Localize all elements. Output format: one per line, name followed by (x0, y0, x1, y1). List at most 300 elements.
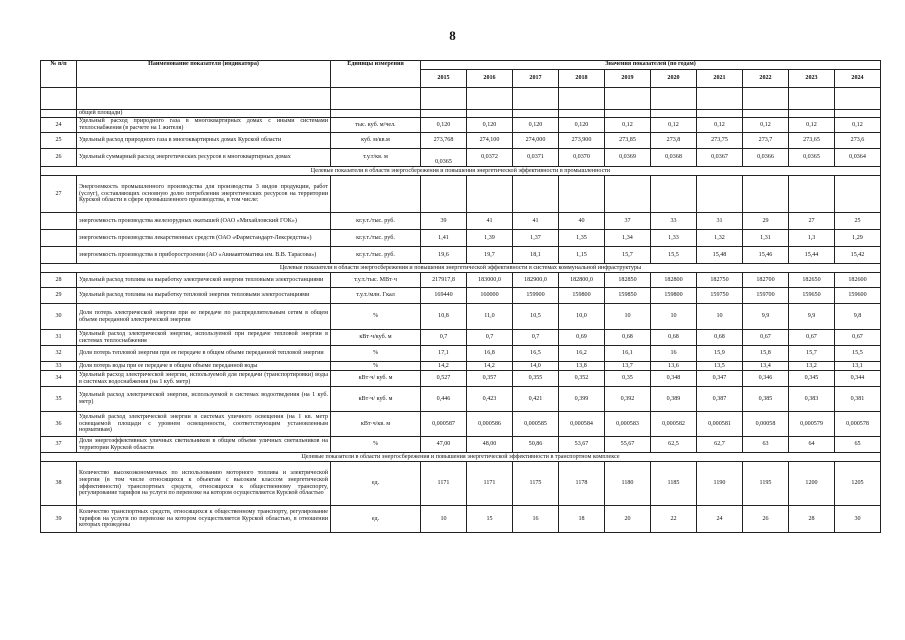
value-cell: 22 (651, 506, 697, 533)
blank-cell (559, 88, 605, 110)
unit-cell: куб. м/кв.м (331, 133, 421, 149)
value-cell: 25 (835, 213, 881, 230)
value-cell: 9,9 (789, 304, 835, 330)
value-cell: 15,48 (697, 247, 743, 264)
value-cell: 1190 (697, 462, 743, 506)
value-cell: 15 (467, 506, 513, 533)
value-cell: 15,7 (789, 346, 835, 362)
table-row (41, 149, 881, 167)
value-cell: 0,446 (421, 387, 467, 412)
value-cell: 13,4 (743, 362, 789, 371)
blank-cell (77, 88, 331, 110)
table-row (41, 412, 881, 437)
blank-cell (41, 88, 77, 110)
value-cell: 10,5 (513, 304, 559, 330)
unit-cell: т.у.т./млн. Гкал (331, 288, 421, 304)
table-row (41, 288, 881, 304)
value-cell: 1,41 (421, 230, 467, 247)
value-cell: 182800 (651, 273, 697, 288)
value-cell: 182700 (743, 273, 789, 288)
row-number: 34 (41, 371, 77, 387)
value-cell: 159650 (789, 288, 835, 304)
value-cell (697, 176, 743, 213)
value-cell: 9,9 (743, 304, 789, 330)
value-cell: 0,385 (743, 387, 789, 412)
value-cell: 15,9 (697, 346, 743, 362)
row-number (41, 110, 77, 118)
value-cell: 0,389 (651, 387, 697, 412)
value-cell: 18,1 (513, 247, 559, 264)
value-cell: 16,8 (467, 346, 513, 362)
year-header: 2021 (697, 70, 743, 88)
value-cell: 55,67 (605, 437, 651, 453)
value-cell: 1175 (513, 462, 559, 506)
indicator-name: Удельный расход электрической энергии в системах уличного освещения (на 1 кв. метр освещаемой площади с уровнем освещенности, соответствующим установленным нормативам) (77, 412, 331, 437)
value-cell: 0,000586 (467, 412, 513, 437)
indicator-name: Доля энергоэффективных уличных светильников в общем объеме уличных светильников на территории Курской области (77, 437, 331, 453)
header-row-top (41, 61, 881, 70)
row-number: 39 (41, 506, 77, 533)
unit-cell: кг.у.т./тыс. руб. (331, 230, 421, 247)
value-cell: 159600 (835, 288, 881, 304)
value-cell: 0,12 (743, 118, 789, 133)
row-number: 26 (41, 149, 77, 167)
value-cell: 1205 (835, 462, 881, 506)
year-header: 2024 (835, 70, 881, 88)
value-cell: 30 (835, 506, 881, 533)
value-cell (559, 176, 605, 213)
indicator-name: энергоемкость производства железорудных окатышей (ОАО «Михайловский ГОК») (77, 213, 331, 230)
blank-cell (651, 88, 697, 110)
value-cell: 1171 (421, 462, 467, 506)
value-cell: 14,2 (421, 362, 467, 371)
unit-cell: кВт·ч/кв. м (331, 412, 421, 437)
value-cell: 0,0365 (421, 149, 467, 167)
row-number: 35 (41, 387, 77, 412)
value-cell: 159800 (651, 288, 697, 304)
unit-cell: ед. (331, 506, 421, 533)
value-cell: 0,67 (789, 330, 835, 346)
unit-cell: т.у.т./тыс. МВт·ч (331, 273, 421, 288)
value-cell: 0,12 (835, 118, 881, 133)
blank-cell (835, 88, 881, 110)
table-row (41, 437, 881, 453)
value-cell: 0,352 (559, 371, 605, 387)
row-number: 28 (41, 273, 77, 288)
value-cell: 159900 (513, 288, 559, 304)
value-cell: 0,0367 (697, 149, 743, 167)
value-cell: 159850 (605, 288, 651, 304)
unit-cell (331, 110, 421, 118)
section-header-row (41, 167, 881, 176)
unit-cell: % (331, 437, 421, 453)
value-cell: 16 (651, 346, 697, 362)
table-row (41, 118, 881, 133)
value-cell (559, 110, 605, 118)
table-row (41, 213, 881, 230)
value-cell: 0,0368 (651, 149, 697, 167)
value-cell: 10,8 (421, 304, 467, 330)
value-cell: 39 (421, 213, 467, 230)
value-cell: 0,346 (743, 371, 789, 387)
unit-cell: кВт·ч/ куб. м (331, 387, 421, 412)
section-header-row (41, 453, 881, 462)
value-cell: 0,000578 (835, 412, 881, 437)
value-cell: 0,345 (789, 371, 835, 387)
year-header: 2020 (651, 70, 697, 88)
blank-cell (331, 88, 421, 110)
table-row (41, 330, 881, 346)
unit-cell: кВт·ч/куб. м (331, 330, 421, 346)
blank-cell (743, 88, 789, 110)
value-cell (743, 110, 789, 118)
value-cell: 0,120 (559, 118, 605, 133)
value-cell: 0,423 (467, 387, 513, 412)
unit-cell: кг.у.т./тыс. руб. (331, 247, 421, 264)
value-cell: 10 (421, 506, 467, 533)
table-row (41, 230, 881, 247)
value-cell: 63 (743, 437, 789, 453)
value-cell: 1,15 (559, 247, 605, 264)
value-cell (421, 110, 467, 118)
value-cell: 0,67 (743, 330, 789, 346)
value-cell: 26 (743, 506, 789, 533)
blank-cell (697, 88, 743, 110)
value-cell (651, 176, 697, 213)
blank-cell (789, 88, 835, 110)
table-row (41, 304, 881, 330)
unit-cell: % (331, 346, 421, 362)
year-header: 2019 (605, 70, 651, 88)
value-cell: 50,86 (513, 437, 559, 453)
table-row (41, 176, 881, 213)
value-cell: 182850 (605, 273, 651, 288)
value-cell: 65 (835, 437, 881, 453)
value-cell: 13,6 (651, 362, 697, 371)
year-header: 2023 (789, 70, 835, 88)
value-cell: 53,67 (559, 437, 605, 453)
indicator-name: общей площади) (77, 110, 331, 118)
row-number: 31 (41, 330, 77, 346)
value-cell: 15,44 (789, 247, 835, 264)
value-cell: 1,34 (605, 230, 651, 247)
value-cell: 0,387 (697, 387, 743, 412)
row-number (41, 247, 77, 264)
blank-cell (467, 88, 513, 110)
value-cell: 37 (605, 213, 651, 230)
unit-cell: т.у.т/кв. м (331, 149, 421, 167)
value-cell: 217917,8 (421, 273, 467, 288)
indicator-name: Удельный расход топлива на выработку тепловой энергии тепловыми электростанциями (77, 288, 331, 304)
header-num: № п/п (41, 61, 77, 88)
value-cell: 13,2 (789, 362, 835, 371)
value-cell: 0,381 (835, 387, 881, 412)
value-cell: 0,000581 (697, 412, 743, 437)
value-cell: 273,85 (605, 133, 651, 149)
value-cell: 0,348 (651, 371, 697, 387)
table-row (41, 462, 881, 506)
value-cell (605, 176, 651, 213)
value-cell: 11,0 (467, 304, 513, 330)
unit-cell (331, 176, 421, 213)
value-cell: 29 (743, 213, 789, 230)
indicators-table (40, 60, 881, 533)
value-cell: 0,12 (651, 118, 697, 133)
row-number (41, 230, 77, 247)
section-title: Целевые показатели в области энергосбережения и повышения энергетической эффективности в системах коммунальной инфраструктуры (41, 264, 881, 273)
blank-cell (421, 88, 467, 110)
value-cell: 0,383 (789, 387, 835, 412)
value-cell: 0,000582 (651, 412, 697, 437)
value-cell: 13,1 (835, 362, 881, 371)
value-cell: 0,0365 (789, 149, 835, 167)
header-name: Наименование показателя (индикатора) (77, 61, 331, 88)
year-header: 2016 (467, 70, 513, 88)
value-cell: 0,392 (605, 387, 651, 412)
value-cell: 1180 (605, 462, 651, 506)
value-cell: 19,7 (467, 247, 513, 264)
value-cell: 0,7 (513, 330, 559, 346)
value-cell: 0,000587 (421, 412, 467, 437)
value-cell: 18 (559, 506, 605, 533)
value-cell (651, 110, 697, 118)
value-cell: 62,7 (697, 437, 743, 453)
row-number (41, 213, 77, 230)
unit-cell: кг.у.т./тыс. руб. (331, 213, 421, 230)
value-cell: 0,68 (697, 330, 743, 346)
value-cell: 182750 (697, 273, 743, 288)
value-cell: 0,35 (605, 371, 651, 387)
value-cell: 1178 (559, 462, 605, 506)
value-cell: 0,00058 (743, 412, 789, 437)
unit-cell: кВт·ч/ куб. м (331, 371, 421, 387)
value-cell: 0,67 (835, 330, 881, 346)
value-cell: 0,421 (513, 387, 559, 412)
value-cell: 47,00 (421, 437, 467, 453)
value-cell: 0,000583 (605, 412, 651, 437)
value-cell (421, 176, 467, 213)
value-cell: 14,2 (467, 362, 513, 371)
value-cell: 0,000585 (513, 412, 559, 437)
row-number: 36 (41, 412, 77, 437)
value-cell: 1200 (789, 462, 835, 506)
indicator-name: Количество транспортных средств, относящихся к общественному транспорту, регулирование тарифов на услуги по перевозке на котором осуществляется Курской областью, в отношении которых проведены (77, 506, 331, 533)
value-cell: 15,5 (835, 346, 881, 362)
value-cell (743, 176, 789, 213)
year-header: 2017 (513, 70, 559, 88)
value-cell: 64 (789, 437, 835, 453)
value-cell: 0,000579 (789, 412, 835, 437)
unit-cell: % (331, 362, 421, 371)
value-cell: 0,68 (651, 330, 697, 346)
value-cell: 0,355 (513, 371, 559, 387)
value-cell: 1195 (743, 462, 789, 506)
table-row (41, 247, 881, 264)
indicator-name: Доля потерь электрической энергии при ее передаче по распределительным сетям в общем объеме переданной электрической энергии (77, 304, 331, 330)
value-cell: 19,6 (421, 247, 467, 264)
indicator-name: Удельный расход природного газа в многоквартирных домах Курской области (77, 133, 331, 149)
value-cell: 33 (651, 213, 697, 230)
table-row (41, 133, 881, 149)
blank-cell (513, 88, 559, 110)
value-cell: 41 (513, 213, 559, 230)
value-cell: 1171 (467, 462, 513, 506)
value-cell: 20 (605, 506, 651, 533)
value-cell: 0,344 (835, 371, 881, 387)
row-number: 27 (41, 176, 77, 213)
value-cell: 62,5 (651, 437, 697, 453)
value-cell: 274,000 (513, 133, 559, 149)
value-cell: 28 (789, 506, 835, 533)
value-cell (467, 110, 513, 118)
value-cell: 0,7 (467, 330, 513, 346)
value-cell: 1,37 (513, 230, 559, 247)
value-cell: 10,0 (559, 304, 605, 330)
section-title: Целевые показатели в области энергосбережения и повышения энергетической эффективности в промышленности (41, 167, 881, 176)
value-cell: 0,347 (697, 371, 743, 387)
indicator-name: Удельный расход природного газа в многоквартирных домах с иными системами теплоснабжения (в расчете на 1 жителя) (77, 118, 331, 133)
row-number: 29 (41, 288, 77, 304)
value-cell: 159750 (697, 288, 743, 304)
value-cell: 13,5 (697, 362, 743, 371)
indicator-name: Количество высокоэкономичных по использованию моторного топлива и электрической энергии (в том числе относящихся к объектам с высоким классом энергетической эффективности) транспортных средств, относящихся к общественному транспорту, регулирование тарифов на услуги по перевозке на котором осуществляется Курской областью (77, 462, 331, 506)
value-cell: 16 (513, 506, 559, 533)
value-cell: 0,0364 (835, 149, 881, 167)
value-cell: 0,7 (421, 330, 467, 346)
value-cell: 1,32 (697, 230, 743, 247)
value-cell: 10 (605, 304, 651, 330)
value-cell: 15,7 (605, 247, 651, 264)
year-header: 2015 (421, 70, 467, 88)
indicator-name: Энергоемкость промышленного производства для производства 3 видов продукции, работ (услуг), составляющих основную долю потребления энергетических ресурсов на территории Курской области в сфере промышленного производства, в том числе: (77, 176, 331, 213)
table-row (41, 346, 881, 362)
value-cell: 0,120 (513, 118, 559, 133)
value-cell (835, 110, 881, 118)
value-cell: 31 (697, 213, 743, 230)
value-cell: 41 (467, 213, 513, 230)
value-cell: 9,8 (835, 304, 881, 330)
page-number: 8 (449, 28, 456, 43)
value-cell: 0,68 (605, 330, 651, 346)
value-cell: 10 (697, 304, 743, 330)
value-cell: 1,33 (651, 230, 697, 247)
value-cell: 10 (651, 304, 697, 330)
unit-cell: тыс. куб. м/чел. (331, 118, 421, 133)
row-number: 25 (41, 133, 77, 149)
value-cell: 40 (559, 213, 605, 230)
value-cell: 14,0 (513, 362, 559, 371)
value-cell: 16,1 (605, 346, 651, 362)
indicator-name: Удельный расход электрической энергии, используемой при передаче тепловой энергии в системах теплоснабжения (77, 330, 331, 346)
table-row (41, 273, 881, 288)
indicator-name: Удельный расход топлива на выработку электрической энергии тепловыми электростанциями (77, 273, 331, 288)
section-title: Целевые показатели в области энергосбережения и повышения энергетической эффективности в транспортном комплексе (41, 453, 881, 462)
value-cell: 0,0370 (559, 149, 605, 167)
value-cell (789, 110, 835, 118)
value-cell (605, 110, 651, 118)
value-cell: 182600 (835, 273, 881, 288)
value-cell: 273,8 (651, 133, 697, 149)
value-cell: 169440 (421, 288, 467, 304)
unit-cell: % (331, 304, 421, 330)
header-blank-row (41, 88, 881, 110)
value-cell: 13,7 (605, 362, 651, 371)
value-cell: 0,0372 (467, 149, 513, 167)
value-cell: 0,120 (467, 118, 513, 133)
indicator-name: Удельный расход электрической энергии, используемой для передачи (транспортировки) воды в системах водоснабжения (на 1 куб. метр) (77, 371, 331, 387)
value-cell: 274,100 (467, 133, 513, 149)
value-cell: 16,2 (559, 346, 605, 362)
value-cell: 273,768 (421, 133, 467, 149)
value-cell: 16,5 (513, 346, 559, 362)
value-cell: 182900,0 (513, 273, 559, 288)
value-cell: 0,527 (421, 371, 467, 387)
value-cell: 0,120 (421, 118, 467, 133)
value-cell: 0,0371 (513, 149, 559, 167)
value-cell: 15,8 (743, 346, 789, 362)
value-cell (513, 110, 559, 118)
row-number: 30 (41, 304, 77, 330)
table-row (41, 506, 881, 533)
value-cell: 0,399 (559, 387, 605, 412)
value-cell: 0,12 (605, 118, 651, 133)
value-cell: 17,1 (421, 346, 467, 362)
year-header: 2018 (559, 70, 605, 88)
value-cell (467, 176, 513, 213)
value-cell: 48,00 (467, 437, 513, 453)
value-cell (513, 176, 559, 213)
value-cell: 15,5 (651, 247, 697, 264)
value-cell: 1,29 (835, 230, 881, 247)
value-cell: 1,39 (467, 230, 513, 247)
section-header-row (41, 264, 881, 273)
table-row (41, 387, 881, 412)
value-cell: 0,12 (697, 118, 743, 133)
value-cell: 0,12 (789, 118, 835, 133)
indicator-name: энергоемкость производства лекарственных средств (ОАО «Фармстандарт-Лексредства») (77, 230, 331, 247)
value-cell: 273,7 (743, 133, 789, 149)
value-cell: 159700 (743, 288, 789, 304)
value-cell: 15,46 (743, 247, 789, 264)
row-number: 32 (41, 346, 77, 362)
value-cell: 160000 (467, 288, 513, 304)
table-row (41, 362, 881, 371)
table-row (41, 371, 881, 387)
value-cell: 273,65 (789, 133, 835, 149)
indicator-name: Удельный расход электрической энергии, используемой в системах водоотведения (на 1 куб. метр) (77, 387, 331, 412)
value-cell: 15,42 (835, 247, 881, 264)
unit-cell: ед. (331, 462, 421, 506)
table-row (41, 110, 881, 118)
value-cell (835, 176, 881, 213)
value-cell: 0,0366 (743, 149, 789, 167)
value-cell: 0,0369 (605, 149, 651, 167)
indicator-name: Доля потерь воды при ее передаче в общем объеме переданной воды (77, 362, 331, 371)
value-cell: 1,35 (559, 230, 605, 247)
value-cell: 273,6 (835, 133, 881, 149)
value-cell: 183000,0 (467, 273, 513, 288)
value-cell: 0,69 (559, 330, 605, 346)
value-cell: 273,75 (697, 133, 743, 149)
value-cell: 27 (789, 213, 835, 230)
value-cell: 182650 (789, 273, 835, 288)
row-number: 33 (41, 362, 77, 371)
blank-cell (605, 88, 651, 110)
value-cell (789, 176, 835, 213)
indicator-name: Доля потерь тепловой энергии при ее передаче в общем объеме переданной тепловой энергии (77, 346, 331, 362)
row-number: 24 (41, 118, 77, 133)
value-cell (697, 110, 743, 118)
